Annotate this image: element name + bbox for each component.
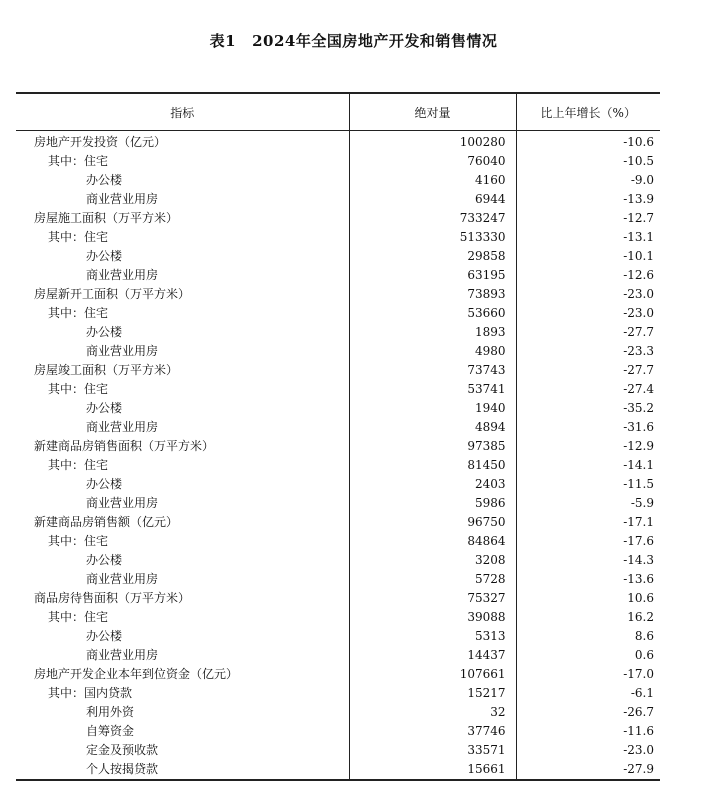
row-absolute-value: 81450 xyxy=(349,456,516,475)
row-growth-rate: -23.0 xyxy=(623,287,654,301)
row-growth-rate: -14.1 xyxy=(623,458,654,472)
row-indicator: 办公楼 xyxy=(86,173,123,187)
row-absolute-value: 1893 xyxy=(349,323,516,342)
row-absolute-value: 29858 xyxy=(349,247,516,266)
row-absolute-value: 733247 xyxy=(349,209,516,228)
row-growth-rate: -26.7 xyxy=(623,705,654,719)
row-indicator: 其中：住宅 xyxy=(48,230,109,244)
row-absolute-value: 107661 xyxy=(349,665,516,684)
table-row xyxy=(16,209,660,228)
table-row xyxy=(16,285,660,304)
row-absolute-value: 73893 xyxy=(349,285,516,304)
table-row xyxy=(16,152,660,171)
row-growth-rate: -12.7 xyxy=(623,211,654,225)
row-growth-rate: -12.6 xyxy=(623,268,654,282)
row-growth-rate: -27.7 xyxy=(623,363,654,377)
table-row xyxy=(16,608,660,627)
row-indicator: 办公楼 xyxy=(86,325,123,339)
row-growth-rate: -10.1 xyxy=(623,249,654,263)
row-indicator: 其中：住宅 xyxy=(48,534,109,548)
row-absolute-value: 96750 xyxy=(349,513,516,532)
row-absolute-value: 33571 xyxy=(349,741,516,760)
row-indicator: 商业营业用房 xyxy=(86,496,159,510)
row-indicator: 商业营业用房 xyxy=(86,420,159,434)
row-growth-rate: -10.6 xyxy=(623,135,654,149)
row-indicator: 商业营业用房 xyxy=(86,344,159,358)
row-indicator: 其中：国内贷款 xyxy=(48,686,133,700)
row-absolute-value: 53741 xyxy=(349,380,516,399)
row-growth-rate: -27.7 xyxy=(623,325,654,339)
row-absolute-value: 3208 xyxy=(349,551,516,570)
table-row xyxy=(16,361,660,380)
row-absolute-value: 32 xyxy=(349,703,516,722)
row-growth-rate: -11.5 xyxy=(623,477,654,491)
table-title-text: 2024年全国房地产开发和销售情况 xyxy=(252,32,498,50)
row-absolute-value: 2403 xyxy=(349,475,516,494)
row-growth-rate: -11.6 xyxy=(623,724,654,738)
row-indicator: 新建商品房销售面积（万平方米） xyxy=(34,439,215,453)
row-absolute-value: 4980 xyxy=(349,342,516,361)
table-row xyxy=(16,131,660,153)
table-row xyxy=(16,304,660,323)
row-indicator: 个人按揭贷款 xyxy=(16,760,349,780)
row-indicator: 商业营业用房 xyxy=(86,572,159,586)
table-row xyxy=(16,437,660,456)
row-growth-rate: -12.9 xyxy=(623,439,654,453)
table-row xyxy=(16,323,660,342)
row-indicator: 办公楼 xyxy=(86,477,123,491)
row-absolute-value: 5728 xyxy=(349,570,516,589)
row-indicator: 其中：住宅 xyxy=(48,306,109,320)
row-indicator: 房屋新开工面积（万平方米） xyxy=(34,287,191,301)
row-indicator: 商品房待售面积（万平方米） xyxy=(34,591,191,605)
table-row xyxy=(16,418,660,437)
row-growth-rate: -17.1 xyxy=(623,515,654,529)
row-growth-rate: -14.3 xyxy=(623,553,654,567)
header-indicator: 指标 xyxy=(16,93,349,131)
header-absolute: 绝对量 xyxy=(349,93,516,131)
row-indicator: 利用外资 xyxy=(86,705,135,719)
row-indicator: 房屋施工面积（万平方米） xyxy=(34,211,179,225)
statistics-table-container xyxy=(16,92,660,781)
row-indicator: 房地产开发投资（亿元） xyxy=(34,135,167,149)
row-absolute-value: 15217 xyxy=(349,684,516,703)
table-row xyxy=(16,741,660,760)
row-absolute-value: 73743 xyxy=(349,361,516,380)
row-indicator: 房地产开发企业本年到位资金（亿元） xyxy=(34,667,239,681)
row-growth-rate: -23.0 xyxy=(623,306,654,320)
table-row xyxy=(16,570,660,589)
row-absolute-value: 97385 xyxy=(349,437,516,456)
row-indicator: 办公楼 xyxy=(86,629,123,643)
table-row xyxy=(16,380,660,399)
table-row xyxy=(16,342,660,361)
row-growth-rate: -23.3 xyxy=(623,344,654,358)
row-growth-rate: -35.2 xyxy=(623,401,654,415)
row-absolute-value: 75327 xyxy=(349,589,516,608)
table-row xyxy=(16,456,660,475)
row-growth-rate: -17.6 xyxy=(623,534,654,548)
table-row xyxy=(16,475,660,494)
row-growth-rate: -31.6 xyxy=(623,420,654,434)
row-indicator: 商业营业用房 xyxy=(86,268,159,282)
row-growth-rate: -27.9 xyxy=(516,760,660,780)
table-row xyxy=(16,665,660,684)
row-growth-rate: -6.1 xyxy=(630,686,654,700)
row-indicator: 房屋竣工面积（万平方米） xyxy=(34,363,179,377)
row-indicator: 定金及预收款 xyxy=(86,743,159,757)
table-body xyxy=(16,131,660,781)
row-growth-rate: -10.5 xyxy=(623,154,654,168)
row-growth-rate: -13.9 xyxy=(623,192,654,206)
row-growth-rate: -5.9 xyxy=(630,496,654,510)
table-row xyxy=(16,551,660,570)
table-row xyxy=(16,646,660,665)
row-absolute-value: 6944 xyxy=(349,190,516,209)
row-indicator: 自筹资金 xyxy=(86,724,135,738)
row-absolute-value: 15661 xyxy=(349,760,516,780)
header-growth: 比上年增长（%） xyxy=(516,93,660,131)
row-growth-rate: -13.1 xyxy=(623,230,654,244)
row-growth-rate: -23.0 xyxy=(623,743,654,757)
table-row xyxy=(16,494,660,513)
row-indicator: 商业营业用房 xyxy=(86,192,159,206)
row-absolute-value: 39088 xyxy=(349,608,516,627)
row-absolute-value: 4894 xyxy=(349,418,516,437)
table-row xyxy=(16,532,660,551)
row-absolute-value: 4160 xyxy=(349,171,516,190)
row-absolute-value: 100280 xyxy=(349,131,516,153)
table-row xyxy=(16,266,660,285)
row-indicator: 办公楼 xyxy=(86,401,123,415)
row-growth-rate: -27.4 xyxy=(623,382,654,396)
row-absolute-value: 5313 xyxy=(349,627,516,646)
row-indicator: 其中：住宅 xyxy=(48,154,109,168)
table-row xyxy=(16,399,660,418)
row-absolute-value: 37746 xyxy=(349,722,516,741)
header-row xyxy=(16,93,660,131)
table-row xyxy=(16,684,660,703)
row-indicator: 其中：住宅 xyxy=(48,610,109,624)
table-row xyxy=(16,190,660,209)
table-header xyxy=(16,93,660,131)
row-absolute-value: 14437 xyxy=(349,646,516,665)
table-number: 表1 xyxy=(209,32,237,50)
row-absolute-value: 1940 xyxy=(349,399,516,418)
row-growth-rate: -13.6 xyxy=(623,572,654,586)
row-indicator: 办公楼 xyxy=(86,249,123,263)
table-row xyxy=(16,247,660,266)
row-growth-rate: 0.6 xyxy=(634,648,654,662)
row-growth-rate: 8.6 xyxy=(634,629,654,643)
row-growth-rate: -17.0 xyxy=(623,667,654,681)
row-growth-rate: -9.0 xyxy=(630,173,654,187)
row-indicator: 办公楼 xyxy=(86,553,123,567)
row-absolute-value: 5986 xyxy=(349,494,516,513)
table-row xyxy=(16,171,660,190)
table-row xyxy=(16,722,660,741)
row-absolute-value: 63195 xyxy=(349,266,516,285)
table-row xyxy=(16,703,660,722)
row-indicator: 商业营业用房 xyxy=(86,648,159,662)
row-absolute-value: 84864 xyxy=(349,532,516,551)
row-growth-rate: 16.2 xyxy=(627,610,654,624)
row-indicator: 其中：住宅 xyxy=(48,458,109,472)
table-row xyxy=(16,760,660,780)
table-row xyxy=(16,513,660,532)
row-absolute-value: 76040 xyxy=(349,152,516,171)
statistics-table xyxy=(16,92,660,781)
row-growth-rate: 10.6 xyxy=(627,591,654,605)
row-indicator: 其中：住宅 xyxy=(48,382,109,396)
row-absolute-value: 513330 xyxy=(349,228,516,247)
row-absolute-value: 53660 xyxy=(349,304,516,323)
table-row xyxy=(16,228,660,247)
table-row xyxy=(16,589,660,608)
table-row xyxy=(16,627,660,646)
row-indicator: 新建商品房销售额（亿元） xyxy=(34,515,179,529)
table-title xyxy=(0,30,707,51)
